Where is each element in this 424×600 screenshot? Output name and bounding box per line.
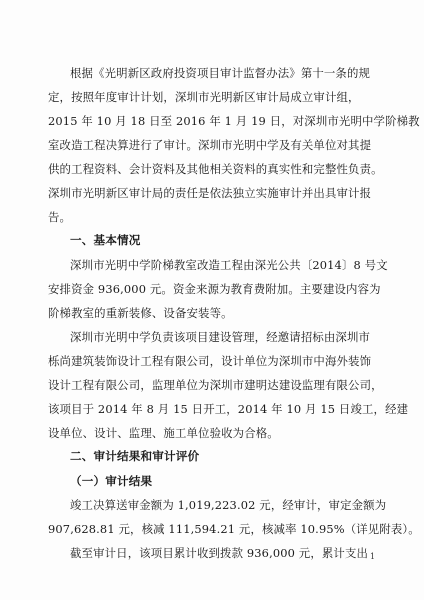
paragraph-5-line-1: 截至审计日，该项目累计收到拨款 936,000 元，累计支出	[70, 546, 369, 560]
paragraph-1-line-5: 供的工程资料、会计资料及其他相关资料的真实性和完整性负责。	[48, 162, 383, 176]
paragraph-1-line-3: 2015 年 10 月 18 日至 2016 年 1 月 19 日，对深圳市光明中学阶梯教	[48, 114, 420, 128]
paragraph-3-line-2: 栎尚建筑装饰设计工程有限公司，设计单位为深圳市中海外装饰	[48, 354, 372, 368]
page-number: 1	[370, 552, 376, 561]
paragraph-1-line-2: 定，按照年度审计计划，深圳市光明新区审计局成立审计组，	[48, 90, 360, 104]
paragraph-3-line-4: 该项目于 2014 年 8 月 15 日开工，2014 年 10 月 15 日竣工，经建	[48, 402, 409, 416]
paragraph-4-line-2: 907,628.81 元，核减 111,594.21 元，核减率 10.95%（详见附表）。	[48, 522, 420, 536]
section-heading-basic-info: 一、基本情况	[70, 233, 141, 247]
paragraph-2-line-1: 深圳市光明中学阶梯教室改造工程由深光公共〔2014〕8 号文	[70, 258, 388, 272]
paragraph-4-line-1: 竣工决算送审金额为 1,019,223.02 元，经审计，审定金额为	[70, 498, 387, 512]
paragraph-1-line-4: 室改造工程决算进行了审计。深圳市光明中学及有关单位对其提	[48, 138, 372, 152]
paragraph-1-line-1: 根据《光明新区政府投资项目审计监督办法》第十一条的规	[70, 66, 371, 80]
subsection-heading-audit-results: （一）审计结果	[70, 474, 153, 488]
paragraph-3-line-3: 设计工程有限公司，监理单位为深圳市建明达建设监理有限公司，	[48, 378, 383, 392]
paragraph-2-line-2: 安排资金 936,000 元。资金来源为教育费附加。主要建设内容为	[48, 282, 381, 296]
paragraph-3-line-5: 设单位、设计、监理、施工单位验收为合格。	[48, 426, 279, 440]
section-heading-audit-results: 二、审计结果和审计评价	[70, 449, 200, 463]
paragraph-1-line-6: 深圳市光明新区审计局的责任是依法独立实施审计并出具审计报	[48, 186, 372, 200]
paragraph-3-line-1: 深圳市光明中学负责该项目建设管理，经邀请招标由深圳市	[70, 330, 371, 344]
paragraph-2-line-3: 阶梯教室的重新装修、设备安装等。	[48, 306, 233, 320]
paragraph-1-line-7: 告。	[48, 210, 72, 224]
